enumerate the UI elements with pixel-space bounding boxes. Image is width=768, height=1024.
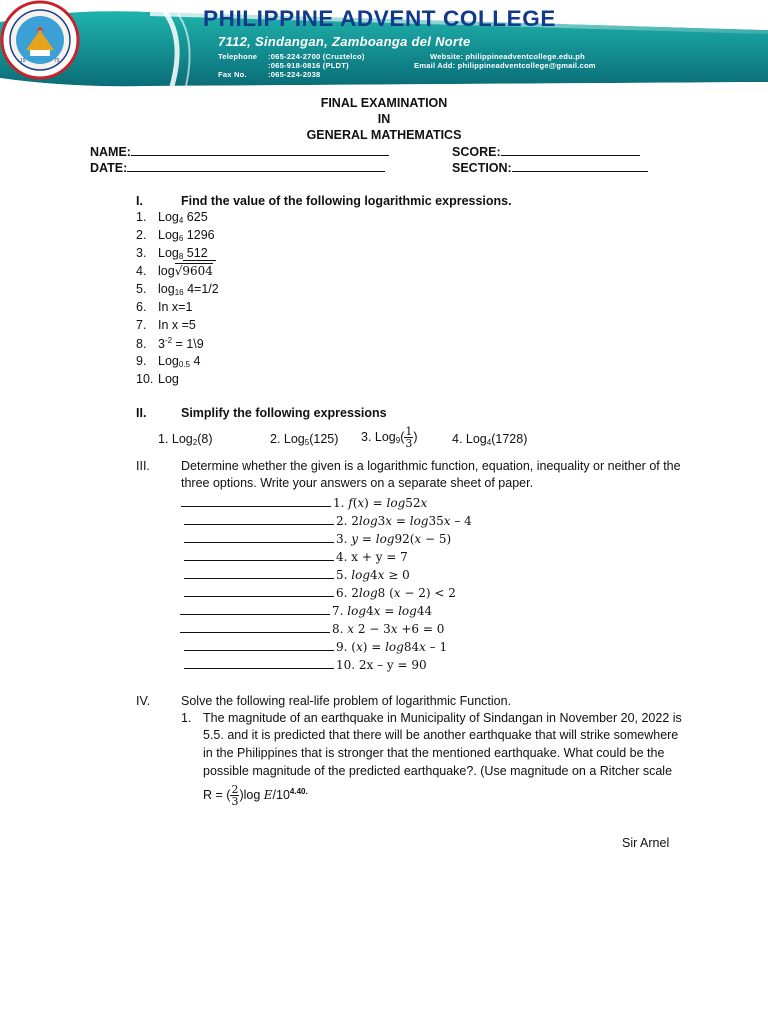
answer-blank[interactable]	[184, 531, 334, 543]
problem-line-2: 5.5. and it is predicted that there will be another earthquake that will strike somewhere	[203, 728, 679, 742]
part1-item: 6. In x=1	[136, 300, 193, 314]
part4-instruction: Solve the following real-life problem of logarithmic Function.	[181, 694, 512, 708]
part3-item: 1. 𝑓(𝑥) = 𝑙𝑜𝑔52𝑥	[181, 495, 427, 510]
part1-instruction: Find the value of the following logarithmic expressions.	[181, 194, 512, 208]
part1-item: 8. $3^{-2}$ = 1\9	[136, 336, 204, 351]
teacher-signature: Sir Arnel	[622, 836, 670, 850]
part2-item-2: 2. Log$_5$(125)	[270, 432, 339, 447]
answer-blank[interactable]	[184, 549, 334, 561]
answer-blank[interactable]	[180, 603, 330, 615]
date-field[interactable]	[90, 160, 385, 175]
answer-blank[interactable]	[184, 657, 334, 669]
exam-subject: GENERAL MATHEMATICS	[306, 128, 462, 142]
section-blank[interactable]	[512, 160, 648, 172]
part2-item-4: 4. Log$_4$(1728)	[452, 432, 528, 447]
telephone-label: Telephone	[218, 52, 258, 61]
score-label: SCORE:	[452, 145, 501, 159]
score-field[interactable]	[452, 144, 640, 159]
exam-title: FINAL EXAMINATION	[320, 96, 448, 110]
exam-title-in: IN	[377, 112, 391, 126]
problem-line-4: possible magnitude of the predicted earthquake?. (Use magnitude on a Ritcher scale	[203, 764, 673, 778]
part3-item: 4. x + y = 7	[184, 549, 408, 564]
part1-item: 5. $\log_{16} 4=1/2$	[136, 282, 219, 297]
name-blank[interactable]	[131, 144, 389, 156]
section-field[interactable]	[452, 160, 648, 175]
part3-item: 10. 2x – y = 90	[184, 657, 427, 672]
college-header	[0, 0, 768, 88]
part1-item: 9. Log$_{0.5}$ 4	[136, 354, 201, 369]
score-blank[interactable]	[501, 144, 640, 156]
answer-blank[interactable]	[184, 513, 334, 525]
college-name: PHILIPPINE ADVENT COLLEGE	[203, 6, 556, 31]
part1-item: 10. Log	[136, 372, 179, 386]
email: Email Add: philippineadventcollege@gmail.com	[414, 61, 596, 70]
answer-blank[interactable]	[184, 567, 334, 579]
part3-item: 6. 2𝑙𝑜𝑔8 (𝑥 − 2) < 2	[184, 585, 456, 600]
logo-year-left: 19	[20, 58, 26, 64]
fraction: $\frac{1}{3}$	[405, 425, 413, 450]
part3-item: 3. 𝑦 = 𝑙𝑜𝑔92(𝑥 − 5)	[184, 531, 451, 546]
richter-formula: R = ( $\frac{2}{3}$ )log $E/10^{4.40.}$	[203, 783, 308, 808]
part3-item: 9. (𝑥) = 𝑙𝑜𝑔84𝑥 – 1	[184, 639, 447, 654]
telephone-1: :065-224-2700 (Cruztelco)	[268, 52, 365, 61]
name-label: NAME:	[90, 145, 131, 159]
part1-item: 2. Log$_6$ 1296	[136, 228, 215, 243]
part3-instruction-2: three options. Write your answers on a separate sheet of paper.	[181, 476, 534, 490]
date-blank[interactable]	[127, 160, 385, 172]
part1-item: 3. Log$_8$ 512	[136, 246, 216, 261]
fax-number: :065-224-2038	[268, 70, 321, 79]
telephone-2: :065-918-0816 (PLDT)	[268, 61, 349, 70]
fax-label: Fax No.	[218, 70, 247, 79]
answer-blank[interactable]	[184, 585, 334, 597]
section-label: SECTION:	[452, 161, 512, 175]
part2-instruction: Simplify the following expressions	[181, 406, 387, 420]
part2-item-3: 3. Log$_9$( $\frac{1}{3}$ )	[361, 425, 418, 450]
problem-line-1: The magnitude of an earthquake in Municipality of Sindangan in November 20, 2022 is	[203, 711, 682, 725]
college-seal-logo	[0, 0, 80, 80]
answer-blank[interactable]	[184, 639, 334, 651]
part3-item: 2. 2𝑙𝑜𝑔3𝑥 = 𝑙𝑜𝑔35𝑥 – 4	[184, 513, 472, 528]
part1-item: 7. In x =5	[136, 318, 196, 332]
part3-numeral: III.	[136, 459, 150, 473]
part2-numeral: II.	[136, 406, 147, 420]
problem-line-3: in the Philippines that is stronger that the mentioned earthquake. What could be the	[203, 746, 665, 760]
formula-fraction: $\frac{2}{3}$	[231, 783, 239, 808]
part3-item: 5. 𝑙𝑜𝑔4𝑥 ≥ 0	[184, 567, 410, 582]
college-address: 7112, Sindangan, Zamboanga del Norte	[218, 34, 471, 49]
part3-instruction-1: Determine whether the given is a logarithmic function, equation, inequality or neither of the	[181, 459, 681, 473]
answer-blank[interactable]	[180, 621, 330, 633]
part3-item: 8. 𝑥 2 − 3𝑥 +6 = 0	[180, 621, 444, 636]
logo-year-right: 75	[54, 58, 60, 64]
part1-item: 1. Log$_4$ 625	[136, 210, 208, 225]
part1-numeral: I.	[136, 194, 143, 208]
problem-number: 1.	[181, 711, 192, 725]
part2-item-1: 1. Log$_2$(8)	[158, 432, 213, 447]
date-label: DATE:	[90, 161, 128, 175]
name-field[interactable]	[90, 144, 389, 159]
answer-blank[interactable]	[181, 495, 331, 507]
part1-item: 4. log√9604	[136, 264, 213, 278]
part3-item: 7. 𝑙𝑜𝑔4𝑥 = 𝑙𝑜𝑔44	[180, 603, 432, 618]
website: Website: philippineadventcollege.edu.ph	[430, 52, 585, 61]
part4-numeral: IV.	[136, 694, 151, 708]
